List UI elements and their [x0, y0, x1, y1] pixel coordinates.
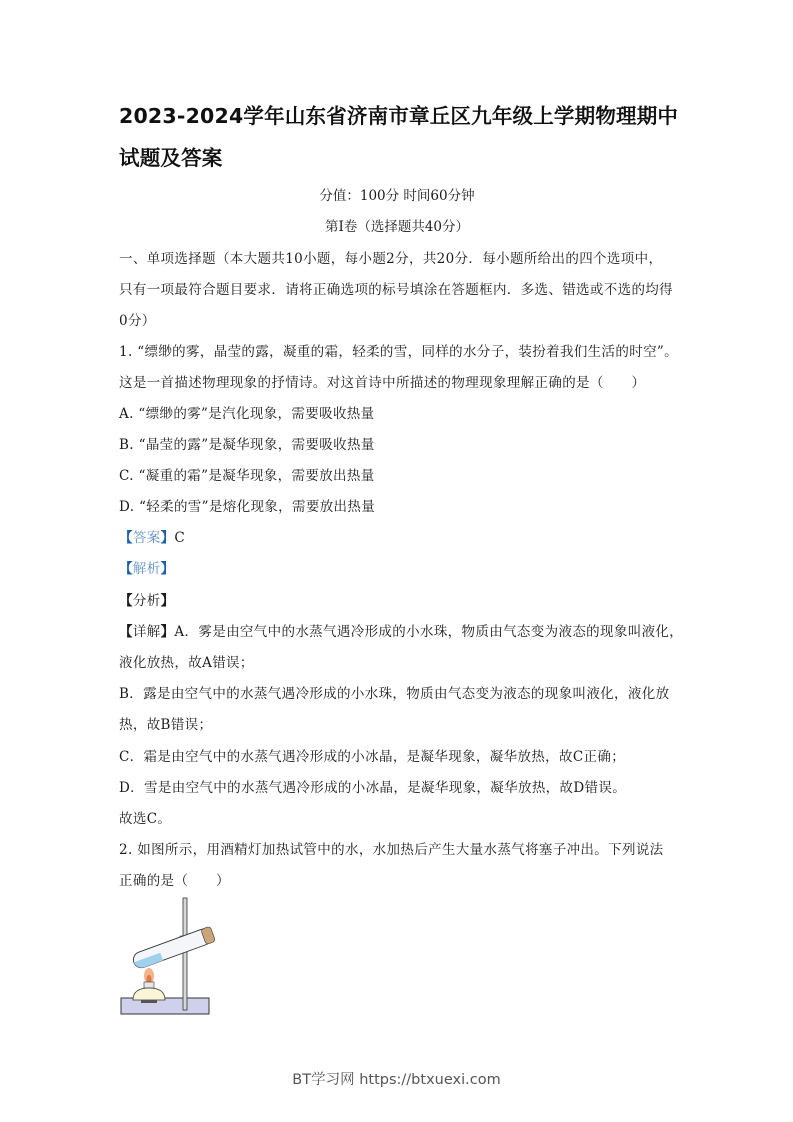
question1-option-a: [119, 405, 375, 423]
option-label: C.: [119, 468, 134, 484]
footer-watermark: BT学习网 https://btxuexi.com: [292, 1072, 501, 1088]
analysis-tag: 【解析】: [119, 561, 175, 577]
option-text: “晶莹的露”是凝华现象，需要吸收热量: [138, 437, 375, 453]
section-intro-line: 只有一项最符合题目要求．请将正确选项的标号填涂在答题框内．多选、错选或不选的均得: [119, 282, 673, 298]
detail-line: 热，故B错误；: [119, 717, 213, 733]
analysis-row: [119, 560, 174, 578]
detail-line: 【详解】A．雾是由空气中的水蒸气遇冷形成的小水珠，物质由气态变为液态的现象叫液化，: [119, 624, 684, 640]
detail-line: D．雪是由空气中的水蒸气遇冷形成的小冰晶，是凝华现象，凝华放热，故D错误。: [119, 780, 627, 796]
option-label: D.: [119, 499, 135, 515]
detail-tag: 【详解】: [119, 624, 175, 640]
question2-stem-line: 2. 如图所示，用酒精灯加热试管中的水，水加热后产生大量水蒸气将塞子冲出。下列说法: [119, 842, 664, 858]
question1-option-c: [119, 467, 375, 485]
answer-row: [119, 529, 185, 547]
detail-line: B．露是由空气中的水蒸气遇冷形成的小水珠，物质由气态变为液态的现象叫液化，液化放: [119, 686, 670, 702]
option-text: “缥缈的雾”是汽化现象，需要吸收热量: [138, 406, 375, 422]
question1-stem-line: 这是一首描述物理现象的抒情诗。对这首诗中所描述的物理现象理解正确的是（ ）: [119, 375, 646, 391]
section-intro-line: 0分）: [119, 313, 156, 329]
test-tube-heating-figure: [119, 896, 219, 1022]
question1-option-d: [119, 498, 375, 516]
document-title-line1: 2023-2024学年山东省济南市章丘区九年级上学期物理期中: [119, 104, 679, 128]
fenxi-row: [119, 592, 174, 610]
option-text: “凝重的霜”是凝华现象，需要放出热量: [138, 468, 375, 484]
question1-option-b: [119, 436, 375, 454]
option-text: “轻柔的雪”是熔化现象，需要放出热量: [139, 499, 376, 515]
detail-line: 液化放热，故A错误；: [119, 655, 254, 671]
answer-tag: 【答案】: [119, 530, 175, 546]
conclusion-line: 故选C。: [119, 811, 172, 827]
section-intro-line: 一、单项选择题（本大题共10小题，每小题2分，共20分．每小题所给出的四个选项中，: [119, 251, 663, 267]
exam-meta: 分值：100分 时间60分钟: [319, 188, 475, 204]
question2-stem-line: 正确的是（ ）: [119, 873, 230, 889]
option-label: A.: [119, 406, 134, 422]
volume-heading: 第Ⅰ卷（选择题共40分）: [324, 219, 469, 235]
detail-line: C．霜是由空气中的水蒸气遇冷形成的小冰晶，是凝华现象，凝华放热，故C正确；: [119, 749, 626, 765]
option-label: B.: [119, 437, 134, 453]
question1-stem-line: 1. “缥缈的雾，晶莹的露，凝重的霜，轻柔的雪，同样的水分子，装扮着我们生活的时空”。: [119, 344, 679, 360]
document-title-line2: 试题及答案: [119, 146, 223, 170]
answer-value: C: [174, 530, 186, 546]
fenxi-tag: 【分析】: [119, 593, 175, 609]
